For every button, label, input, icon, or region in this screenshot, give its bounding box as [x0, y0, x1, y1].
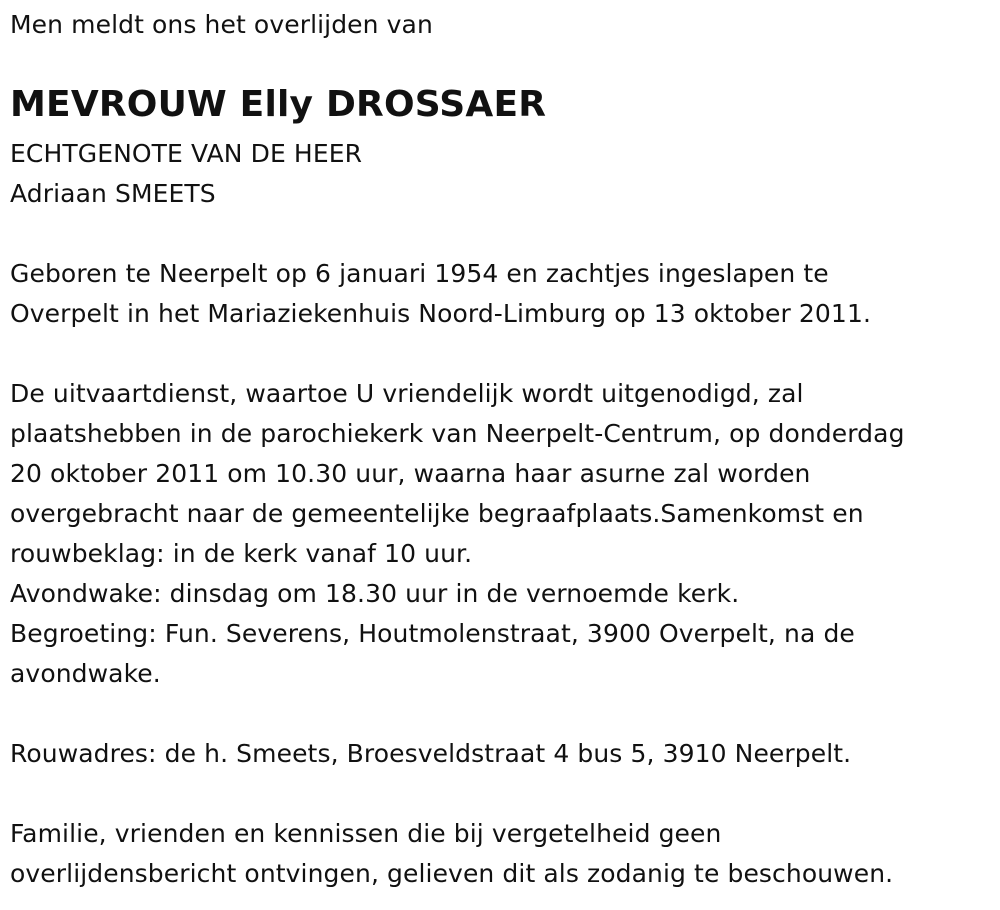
- birth-death-paragraph: [10, 254, 990, 334]
- funeral-service-paragraph: [10, 374, 990, 694]
- paragraph-line: overlijdensbericht ontvingen, gelieven dit als zodanig te beschouwen.: [10, 859, 894, 888]
- family-notice-paragraph: [10, 814, 990, 894]
- intro-text: Men meldt ons het overlijden van: [10, 10, 433, 39]
- wake-line: Avondwake: dinsdag om 18.30 uur in de vernoemde kerk.: [10, 579, 740, 608]
- spouse-line: Adriaan SMEETS: [10, 179, 216, 208]
- address-line: Rouwadres: de h. Smeets, Broesveldstraat 4 bus 5, 3910 Neerpelt.: [10, 739, 852, 768]
- paragraph-line: Geboren te Neerpelt op 6 januari 1954 en zachtjes ingeslapen te: [10, 259, 829, 288]
- paragraph-line: Familie, vrienden en kennissen die bij vergetelheid geen: [10, 819, 722, 848]
- paragraph-line: De uitvaartdienst, waartoe U vriendelijk wordt uitgenodigd, zal: [10, 379, 804, 408]
- spouse-block: [10, 134, 990, 214]
- paragraph-line: rouwbeklag: in de kerk vanaf 10 uur.: [10, 539, 473, 568]
- greeting-line: avondwake.: [10, 659, 161, 688]
- spouse-line: ECHTGENOTE VAN DE HEER: [10, 139, 363, 168]
- deceased-name: MEVROUW Elly DROSSAER: [10, 84, 547, 125]
- mourning-address-paragraph: [10, 734, 990, 774]
- paragraph-line: 20 oktober 2011 om 10.30 uur, waarna haar asurne zal worden: [10, 459, 811, 488]
- paragraph-line: plaatshebben in de parochiekerk van Neerpelt-Centrum, op donderdag: [10, 419, 905, 448]
- greeting-line: Begroeting: Fun. Severens, Houtmolenstraat, 3900 Overpelt, na de: [10, 619, 855, 648]
- paragraph-line: Overpelt in het Mariaziekenhuis Noord-Limburg op 13 oktober 2011.: [10, 299, 871, 328]
- paragraph-line: overgebracht naar de gemeentelijke begraafplaats.Samenkomst en: [10, 499, 864, 528]
